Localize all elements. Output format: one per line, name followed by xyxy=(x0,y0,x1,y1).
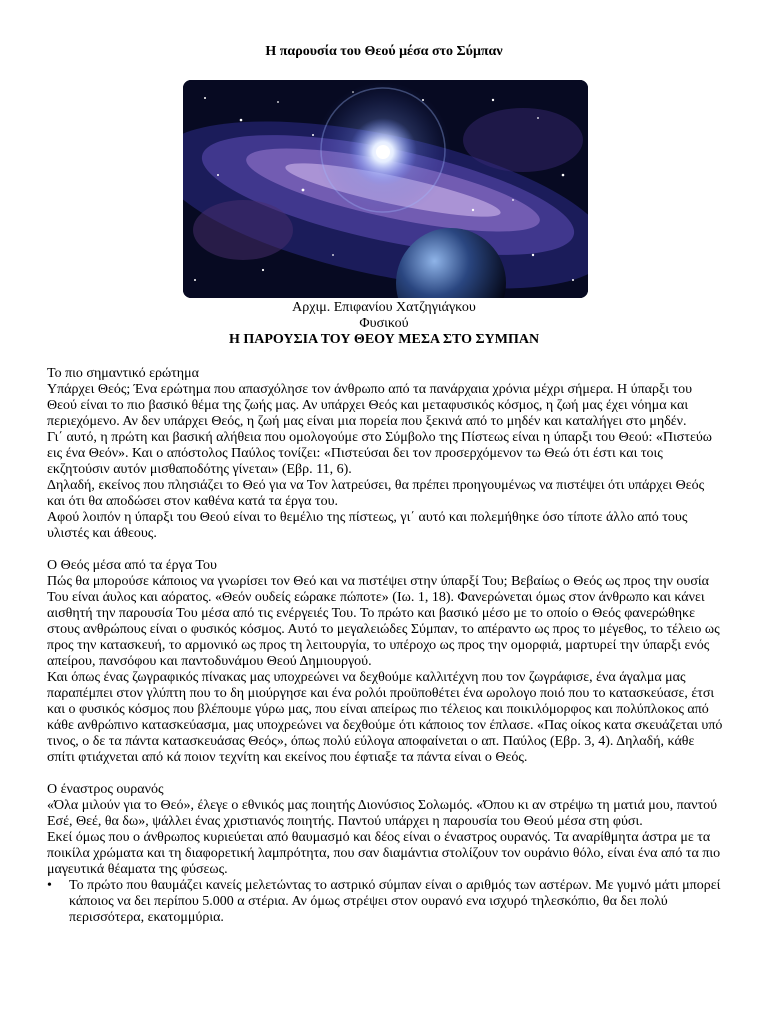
document-title: Η παρουσία του Θεού μέσα στο Σύμπαν xyxy=(265,44,503,59)
section-title: Το πιο σημαντικό ερώτημα xyxy=(47,366,199,381)
section-starry-sky xyxy=(47,782,723,926)
galaxy-illustration xyxy=(183,80,588,298)
paragraph: «Όλα μιλούν για το Θεό», έλεγε ο εθνικός μας ποιητής Διονύσιος Σολωμός. «Όπου κι αν στρέψω τη ματιά μου, παντού Εσέ, Θεέ, θα δω», ψάλλει ένας χριστιανός ποιητής. Παντού υπάρχει η παρουσία του Θεού μέσα στη φύσι. xyxy=(47,798,718,829)
main-heading: Η ΠΑΡΟΥΣΙΑ ΤΟΥ ΘΕΟΥ ΜΕΣΑ ΣΤΟ ΣΥΜΠΑΝ xyxy=(228,332,540,347)
paragraph: Και όπως ένας ζωγραφικός πίνακας μας υποχρεώνει να δεχθούμε καλλιτέχνη που τον ζωγράφισε, ένα άγαλμα μας παραπέμπει στον γλύπτη που το δη μιούργησε και ένα ρολόι προϋποθέτει ένα ωρολογο ποιό που το κατασκεύασε, έτσι και ο φυσικός κόσμος που βλέπουμε γύρω μας, που είναι απείρως πιο τέλειος και ποικιλόμορφος και πολύπλοκος από κάθε ανθρώπινο κατασκεύασμα, μας υποχρεώνει να δεχθούμε ότι κάποιος τον έπλασε. «Πας οίκος κατα σκευάζεται υπό τινος, ο δε τα πάντα κατασκευάσας Θεός», όπως πολύ εύλογα αποφαίνεται ο απ. Παύλος (Εβρ. 3, 4). Δηλαδή, κάθε σπίτι φτιάχνεται από κά ποιον τεχνίτη και εκείνος που έφτιαξε τα πάντα είναι ο Θεός. xyxy=(47,670,723,765)
paragraph: Αφού λοιπόν η ύπαρξι του Θεού είναι το θεμέλιο της πίστεως, γι΄ αυτό και πολεμήθηκε όσο τίποτε άλλο από τους υλιστές και άθεους. xyxy=(47,510,688,541)
section-important-question xyxy=(47,366,723,542)
section-title: Ο έναστρος ουρανός xyxy=(47,782,164,797)
bullet-item xyxy=(47,878,723,926)
section-god-through-works xyxy=(47,558,723,766)
paragraph: Εκεί όμως που ο άνθρωπος κυριεύεται από θαυμασμό και δέος είναι ο έναστρος ουρανός. Τα αναρίθμητα άστρα με τα ποικίλα χρώματα και τη διαφορετική λαμπρότητα, που σαν διαμάντια στολίζουν τον ουράνιο θόλο, είναι ένα από τα πιο μαγευτικά θέαματα της φύσεως. xyxy=(47,830,721,877)
section-title: Ο Θεός μέσα από τα έργα Του xyxy=(47,558,217,573)
galaxy-cosmos-image xyxy=(183,80,588,298)
bullet-text: Το πρώτο που θαυμάζει κανείς μελετώντας το αστρικό σύμπαν είναι ο αριθμός των αστέρων. Με γυμνό μάτι μπορεί κάποιος να δει περίπου 5.000 α στέρια. Αν όμως στρέψει στον ουρανό ενα ισχυρό τηλεσκόπιο, θα δει πολύ περισσότερα, εκατομμύρια. xyxy=(69,878,721,925)
bullet-icon: • xyxy=(47,878,52,893)
author-role: Φυσικού xyxy=(359,316,409,331)
paragraph: Γι΄ αυτό, η πρώτη και βασική αλήθεια που ομολογούμε στο Σύμβολο της Πίστεως είναι η ύπαρξι του Θεού: «Πιστεύω εις ένα Θεόν». Και ο απόστολος Παύλος τονίζει: «Πιστεύσαι δει τον προσερχόμενον τω Θεώ ότι έστι και τοις εκζητούσιν αυτόν μισθαποδότης γίνεται» (Εβρ. 11, 6). xyxy=(47,430,712,477)
document-body xyxy=(47,366,723,926)
paragraph: Δηλαδή, εκείνος που πλησιάζει το Θεό για να Τον λατρεύσει, θα πρέπει προηγουμένως να πιστέψει ότι υπάρχει Θεός και ότι θα αποδώσει στον καθένα κατά τα έργα του. xyxy=(47,478,705,509)
paragraph: Πώς θα μπορούσε κάποιος να γνωρίσει τον Θεό και να πιστέψει στην ύπαρξί Του; Βεβαίως ο Θεός ως προς την ουσία Του είναι άυλος και αόρατος. «Θεόν ουδείς εώρακε πώποτε» (Ιω. 1, 18). Φανερώνεται όμως στον άνθρωπο και κάνει αισθητή την παρουσία Του μέσα από τις ενέργειές Του. Το πρώτο και βασικό μέσο με το οποίο ο Θεός φανερώθηκε στους ανθρώπους είναι ο φυσικός κόσμος. Αυτό το μεγαλειώδες Σύμπαν, το απέραντο ως προς το μέγεθος, το τέλειο ως προς την κατασκευή, το αρμονικό ως προς τη λειτουργία, το υπέροχο ως προς την ομορφιά, μαρτυρεί την ύπαρξι ενός απείρου, πανσόφου και παντοδυνάμου Θεού Δημιουργού. xyxy=(47,574,720,669)
paragraph: Υπάρχει Θεός; Ένα ερώτημα που απασχόλησε τον άνθρωπο από τα πανάρχαια χρόνια μέχρι σήμερα. Η ύπαρξι του Θεού είναι το πιο βασικό θέμα της ζωής μας. Αν υπάρχει Θεός και μεταφυσικός κόσμος, η ζωή μας έχει νόημα και περιεχόμενο. Αν δεν υπάρχει Θεός, η ζωή μας είναι μια πορεία που ξεκινά από το μηδέν και καταλήγει στο μηδέν. xyxy=(47,382,693,429)
author-name: Αρχιμ. Επιφανίου Χατζηγιάγκου xyxy=(292,300,476,315)
